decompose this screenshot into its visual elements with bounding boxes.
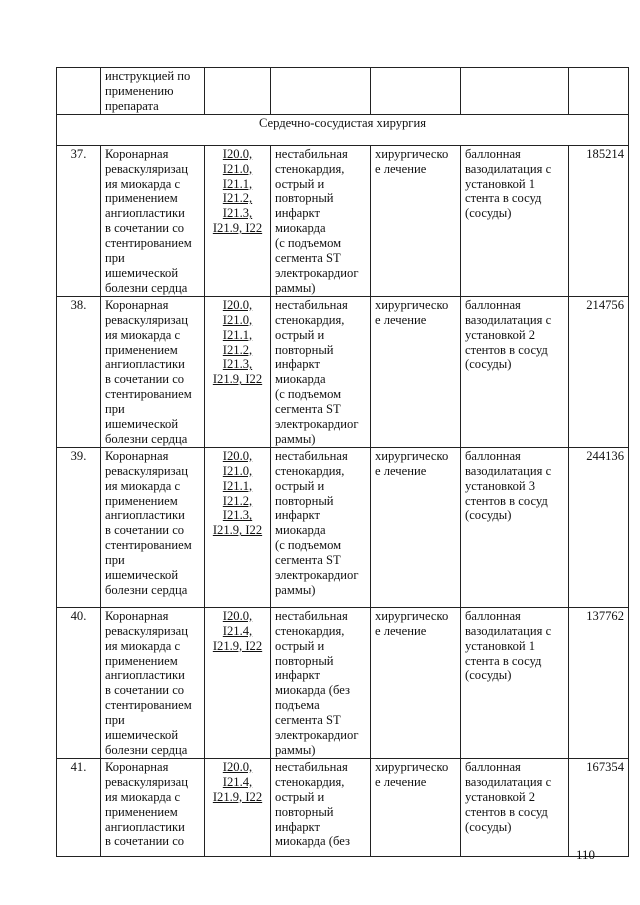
icd-code-link[interactable]: I21.9, I22	[212, 789, 263, 804]
service-name-cell	[101, 447, 205, 607]
cell-line: острый и	[275, 789, 325, 804]
cell-line: установкой 2	[465, 327, 536, 342]
cell-line: повторный	[275, 804, 334, 819]
cell-line: хирургическо	[375, 146, 449, 161]
cell-line: в сочетании со	[105, 683, 185, 698]
cell-line: применением	[105, 342, 178, 357]
cell-line: ия миокарда с	[105, 327, 181, 342]
cell-line: в сочетании со	[105, 834, 185, 849]
cell-line: повторный	[275, 493, 334, 508]
diagnosis-cell	[271, 296, 371, 447]
cell-line: миокарда	[275, 221, 326, 236]
cell-line: раммы)	[275, 743, 316, 757]
cell-line: в сочетании со	[105, 523, 185, 538]
page-number: 110	[576, 847, 596, 862]
cell-line: применением	[105, 191, 178, 206]
row-number-cell: 38.	[57, 296, 101, 447]
cell-line: Коронарная	[105, 146, 169, 161]
cell-line: стентов в сосуд	[465, 493, 548, 508]
table-row	[57, 447, 629, 607]
table-row	[57, 68, 629, 115]
row-number-cell: 37.	[57, 145, 101, 296]
cell-line: в сочетании со	[105, 372, 185, 387]
icd-codes-cell	[205, 296, 271, 447]
icd-code-link[interactable]: I21.9, I22	[212, 372, 263, 387]
icd-codes-cell	[205, 68, 271, 115]
treatment-type-cell	[371, 68, 461, 115]
cell-line: вазодилатация с	[465, 623, 552, 638]
price-cell: 214756	[569, 296, 629, 447]
price-cell: 185214	[569, 145, 629, 296]
cell-line: е лечение	[375, 312, 427, 327]
cell-line: сегмента ST	[275, 553, 341, 568]
table-row	[57, 607, 629, 758]
table-row	[57, 145, 629, 296]
cell-line: применением	[105, 493, 178, 508]
cell-line: установкой 1	[465, 638, 536, 653]
cell-line: болезни сердца	[105, 583, 188, 597]
cell-line: стентированием	[105, 387, 192, 402]
cell-line: инфаркт	[275, 357, 320, 372]
cell-line: болезни сердца	[105, 280, 188, 295]
cell-line: стенокардия,	[275, 312, 345, 327]
cell-line: реваскуляризац	[105, 312, 188, 327]
table-row	[57, 296, 629, 447]
services-table	[56, 67, 629, 857]
cell-line: стенокардия,	[275, 623, 345, 638]
cell-line: ангиопластики	[105, 206, 185, 221]
price-cell: 244136	[569, 447, 629, 607]
price-cell	[569, 68, 629, 115]
cell-line: установкой 1	[465, 176, 536, 191]
cell-line: сегмента ST	[275, 713, 341, 728]
cell-line: инфаркт	[275, 508, 320, 523]
cell-line: вазодилатация с	[465, 161, 552, 176]
cell-line: стенокардия,	[275, 774, 345, 789]
icd-code-link[interactable]: I21.4,	[222, 623, 253, 638]
treatment-method-cell	[461, 296, 569, 447]
cell-line: при	[105, 713, 125, 728]
diagnosis-cell	[271, 447, 371, 607]
cell-line: ишемической	[105, 417, 179, 432]
cell-line: ангиопластики	[105, 508, 185, 523]
cell-line: при	[105, 553, 125, 568]
cell-line: баллонная	[465, 608, 521, 623]
cell-line: ишемической	[105, 728, 179, 743]
icd-codes-cell	[205, 758, 271, 856]
diagnosis-cell	[271, 758, 371, 856]
treatment-type-cell	[371, 607, 461, 758]
cell-line: применению	[105, 83, 174, 98]
table-row	[57, 758, 629, 856]
cell-line: (с подъемом	[275, 236, 342, 251]
service-name-cell	[101, 68, 205, 115]
icd-codes-cell	[205, 145, 271, 296]
cell-line: хирургическо	[375, 297, 449, 312]
icd-codes-cell	[205, 447, 271, 607]
icd-code-link[interactable]: I21.0,	[222, 161, 253, 176]
cell-line: нестабильная	[275, 146, 348, 161]
treatment-type-cell	[371, 145, 461, 296]
icd-code-link[interactable]: I21.3,	[222, 357, 253, 372]
cell-line: стентов в сосуд	[465, 342, 548, 357]
cell-line: в сочетании со	[105, 221, 185, 236]
cell-line: (сосуды)	[465, 668, 512, 683]
cell-line: миокарда	[275, 372, 326, 387]
cell-line: ишемической	[105, 568, 179, 583]
icd-code-link[interactable]: I21.3,	[222, 206, 253, 221]
icd-code-link[interactable]: I21.1,	[222, 327, 253, 342]
cell-line: вазодилатация с	[465, 774, 552, 789]
cell-line: повторный	[275, 342, 334, 357]
cell-line: острый и	[275, 638, 325, 653]
cell-line: стента в сосуд	[465, 653, 542, 668]
cell-line: (сосуды)	[465, 819, 512, 834]
cell-line: подъема	[275, 698, 320, 713]
cell-line: Коронарная	[105, 448, 169, 463]
treatment-type-cell	[371, 296, 461, 447]
cell-line: сегмента ST	[275, 402, 341, 417]
service-name-cell	[101, 607, 205, 758]
cell-line: стенокардия,	[275, 161, 345, 176]
cell-line: препарата	[105, 98, 159, 113]
cell-line: миокарда	[275, 523, 326, 538]
cell-line: острый и	[275, 478, 325, 493]
cell-line: хирургическо	[375, 759, 449, 774]
cell-line: хирургическо	[375, 608, 449, 623]
cell-line: хирургическо	[375, 448, 449, 463]
cell-line: при	[105, 251, 125, 266]
diagnosis-cell	[271, 68, 371, 115]
cell-line: реваскуляризац	[105, 161, 188, 176]
cell-line: ия миокарда с	[105, 638, 181, 653]
cell-line: электрокардиог	[275, 265, 359, 280]
cell-line: сегмента ST	[275, 251, 341, 266]
cell-line: стента в сосуд	[465, 191, 542, 206]
cell-line: вазодилатация с	[465, 312, 552, 327]
cell-line: реваскуляризац	[105, 774, 188, 789]
cell-line: электрокардиог	[275, 568, 359, 583]
service-name-cell	[101, 145, 205, 296]
cell-line: при	[105, 402, 125, 417]
treatment-method-cell	[461, 758, 569, 856]
cell-line: ишемической	[105, 265, 179, 280]
cell-line: нестабильная	[275, 297, 348, 312]
row-number-cell: 39.	[57, 447, 101, 607]
cell-line: инструкцией по	[105, 69, 191, 83]
cell-line: инфаркт	[275, 819, 320, 834]
row-number-cell: 40.	[57, 607, 101, 758]
cell-line: баллонная	[465, 297, 521, 312]
cell-line: стентированием	[105, 538, 192, 553]
cell-line: Коронарная	[105, 297, 169, 312]
cell-line: ангиопластики	[105, 668, 185, 683]
icd-code-link[interactable]: I21.4,	[222, 774, 253, 789]
cell-line: нестабильная	[275, 759, 348, 774]
price-cell: 137762	[569, 607, 629, 758]
cell-line: раммы)	[275, 431, 316, 446]
treatment-method-cell	[461, 145, 569, 296]
diagnosis-cell	[271, 607, 371, 758]
cell-line: е лечение	[375, 623, 427, 638]
section-spacer-row	[57, 114, 629, 145]
cell-line: реваскуляризац	[105, 623, 188, 638]
cell-line: (с подъемом	[275, 387, 342, 402]
cell-line: ангиопластики	[105, 357, 185, 372]
diagnosis-cell	[271, 145, 371, 296]
cell-line: (сосуды)	[465, 357, 512, 372]
cell-line: Коронарная	[105, 759, 169, 774]
treatment-type-cell	[371, 447, 461, 607]
cell-line: е лечение	[375, 774, 427, 789]
icd-code-link[interactable]: I20.0,	[222, 448, 253, 463]
icd-code-link[interactable]: I21.3,	[222, 508, 253, 523]
cell-line: нестабильная	[275, 448, 348, 463]
cell-line: раммы)	[275, 280, 316, 295]
icd-code-link[interactable]: I21.9, I22	[212, 523, 263, 538]
cell-line: электрокардиог	[275, 417, 359, 432]
cell-line: ангиопластики	[105, 819, 185, 834]
icd-code-link[interactable]: I21.9, I22	[212, 638, 263, 653]
cell-line: электрокардиог	[275, 728, 359, 743]
row-number-cell	[57, 68, 101, 115]
icd-code-link[interactable]: I20.0,	[222, 146, 253, 161]
cell-line: баллонная	[465, 146, 521, 161]
row-number-cell: 41.	[57, 758, 101, 856]
cell-line: болезни сердца	[105, 743, 188, 757]
cell-line: нестабильная	[275, 608, 348, 623]
cell-line: применением	[105, 653, 178, 668]
section-title: Сердечно-сосудистая хирургия	[57, 114, 629, 145]
cell-line: ия миокарда с	[105, 789, 181, 804]
service-name-cell	[101, 296, 205, 447]
cell-line: (с подъемом	[275, 538, 342, 553]
icd-code-link[interactable]: I21.0,	[222, 312, 253, 327]
cell-line: (сосуды)	[465, 508, 512, 523]
icd-code-link[interactable]: I21.2,	[222, 191, 253, 206]
cell-line: стенокардия,	[275, 463, 345, 478]
service-name-cell	[101, 758, 205, 856]
treatment-type-cell	[371, 758, 461, 856]
cell-line: ия миокарда с	[105, 176, 181, 191]
cell-line: реваскуляризац	[105, 463, 188, 478]
cell-line: инфаркт	[275, 206, 320, 221]
icd-code-link[interactable]: I21.2,	[222, 493, 253, 508]
treatment-method-cell	[461, 607, 569, 758]
cell-line: миокарда (без	[275, 683, 350, 698]
cell-line: Коронарная	[105, 608, 169, 623]
cell-line: установкой 2	[465, 789, 536, 804]
icd-code-link[interactable]: I21.9, I22	[212, 221, 263, 236]
cell-line: острый и	[275, 327, 325, 342]
cell-line: е лечение	[375, 161, 427, 176]
cell-line: стентированием	[105, 236, 192, 251]
icd-code-link[interactable]: I21.0,	[222, 463, 253, 478]
icd-code-link[interactable]: I20.0,	[222, 608, 253, 623]
cell-line: установкой 3	[465, 478, 536, 493]
icd-code-link[interactable]: I21.1,	[222, 176, 253, 191]
cell-line: стентов в сосуд	[465, 804, 548, 819]
cell-line: острый и	[275, 176, 325, 191]
cell-line: миокарда (без	[275, 834, 350, 849]
treatment-method-cell	[461, 447, 569, 607]
cell-line: повторный	[275, 191, 334, 206]
icd-code-link[interactable]: I21.2,	[222, 342, 253, 357]
cell-line: баллонная	[465, 448, 521, 463]
icd-code-link[interactable]: I21.1,	[222, 478, 253, 493]
cell-line: вазодилатация с	[465, 463, 552, 478]
cell-line: ия миокарда с	[105, 478, 181, 493]
cell-line: е лечение	[375, 463, 427, 478]
cell-line: (сосуды)	[465, 206, 512, 221]
icd-codes-cell	[205, 607, 271, 758]
treatment-method-cell	[461, 68, 569, 115]
price-cell: 167354	[569, 758, 629, 856]
cell-line: инфаркт	[275, 668, 320, 683]
icd-code-link[interactable]: I20.0,	[222, 297, 253, 312]
cell-line: применением	[105, 804, 178, 819]
icd-code-link[interactable]: I20.0,	[222, 759, 253, 774]
cell-line: раммы)	[275, 583, 316, 597]
cell-line: болезни сердца	[105, 431, 188, 446]
cell-line: повторный	[275, 653, 334, 668]
cell-line: стентированием	[105, 698, 192, 713]
cell-line: баллонная	[465, 759, 521, 774]
